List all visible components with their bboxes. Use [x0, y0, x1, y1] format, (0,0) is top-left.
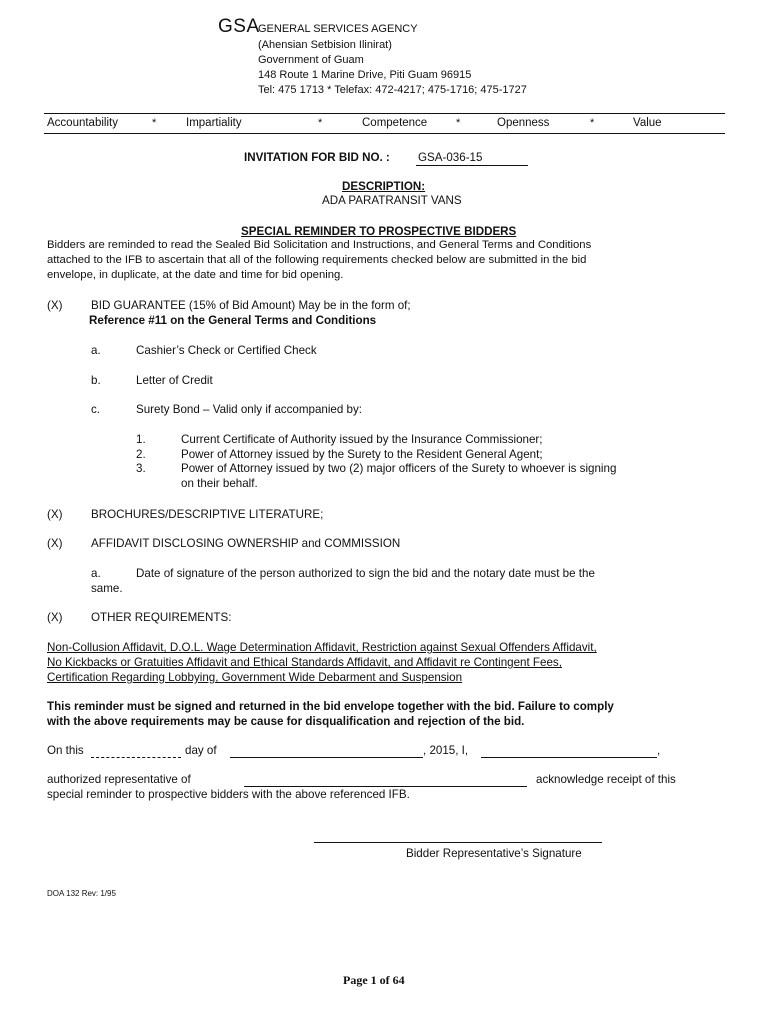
other-requirements-line-2: No Kickbacks or Gratuities Affidavit and Ethical Standards Affidavit, and Affidavit re Contingent Fees, [47, 656, 562, 669]
guarantee-option-a: Cashier’s Check or Certified Check [136, 344, 317, 357]
value-separator: * [318, 117, 323, 129]
description-label: DESCRIPTION: [342, 180, 426, 193]
value-separator: * [456, 117, 461, 129]
guarantee-option-b: Letter of Credit [136, 374, 213, 387]
surety-req-2: Power of Attorney issued by the Surety to the Resident General Agent; [181, 448, 543, 461]
brochures-text: BROCHURES/DESCRIPTIVE LITERATURE; [91, 508, 324, 521]
surety-req-1: Current Certificate of Authority issued by the Insurance Commissioner; [181, 433, 543, 446]
other-requirements-line-1: Non-Collusion Affidavit, D.O.L. Wage Determination Affidavit, Restriction against Sexual Offenders Affidavit, [47, 641, 597, 654]
agency-local-name: (Ahensian Setbision Ilinirat) [258, 39, 392, 51]
affidavit-option-a: Date of signature of the person authorized to sign the bid and the notary date must be the [136, 567, 595, 580]
agency-address: 148 Route 1 Marine Drive, Piti Guam 96915 [258, 69, 472, 81]
guarantee-option-c: Surety Bond – Valid only if accompanied by: [136, 403, 362, 416]
check-mark: (X) [47, 508, 63, 521]
list-key: a. [91, 567, 101, 580]
value-separator: * [590, 117, 595, 129]
list-key: a. [91, 344, 101, 357]
government-name: Government of Guam [258, 54, 364, 66]
check-mark: (X) [47, 611, 63, 624]
name-field[interactable] [481, 745, 657, 758]
bid-number: GSA-036-15 [416, 150, 528, 166]
other-requirements-line-3: Certification Regarding Lobbying, Government Wide Debarment and Suspension [47, 671, 463, 684]
guarantee-text: BID GUARANTEE (15% of Bid Amount) May be in the form of; [91, 299, 411, 312]
acknowledge-line-2: special reminder to prospective bidders with the above referenced IFB. [47, 788, 410, 801]
form-code: DOA 132 Rev: 1/95 [47, 889, 116, 898]
list-key: b. [91, 374, 101, 387]
reminder-intro-1: Bidders are reminded to read the Sealed Bid Solicitation and Instructions, and General Terms and Conditions [47, 239, 592, 251]
agency-name: GENERAL SERVICES AGENCY [258, 23, 418, 35]
month-field[interactable] [230, 745, 423, 758]
reminder-title: SPECIAL REMINDER TO PROSPECTIVE BIDDERS [241, 225, 517, 238]
value-separator: * [152, 117, 157, 129]
value-openness: Openness [497, 117, 550, 129]
affidavit-text: AFFIDAVIT DISCLOSING OWNERSHIP and COMMISSION [91, 537, 401, 550]
bid-label: INVITATION FOR BID NO. : [244, 151, 390, 164]
warning-line-1: This reminder must be signed and returned in the bid envelope together with the bid. Failure to comply [47, 700, 614, 713]
surety-req-3: Power of Attorney issued by two (2) major officers of the Surety to whoever is signing [181, 462, 617, 475]
gsa-logo: GSA [218, 16, 260, 37]
signature-label: Bidder Representative’s Signature [406, 847, 582, 860]
values-rule [44, 133, 725, 134]
page-number: Page 1 of 64 [343, 973, 405, 987]
day-field[interactable] [91, 745, 181, 758]
acknowledge-label: acknowledge receipt of this [536, 773, 676, 786]
value-value: Value [633, 117, 662, 129]
other-requirements-label: OTHER REQUIREMENTS: [91, 611, 232, 624]
guarantee-reference: Reference #11 on the General Terms and Conditions [89, 314, 377, 327]
day-of-label: day of [185, 744, 217, 757]
check-mark: (X) [47, 537, 63, 550]
description-value: ADA PARATRANSIT VANS [322, 194, 462, 207]
company-field[interactable] [244, 774, 527, 787]
surety-req-3-cont: on their behalf. [181, 477, 258, 490]
on-this-label: On this [47, 744, 84, 757]
header-rule [44, 113, 725, 114]
warning-line-2: with the above requirements may be cause for disqualification and rejection of the bid. [47, 715, 525, 728]
list-key: c. [91, 403, 101, 416]
list-key: 3. [136, 462, 146, 475]
affidavit-option-a-cont: same. [91, 582, 123, 595]
list-key: 2. [136, 448, 146, 461]
value-impartiality: Impartiality [186, 117, 242, 129]
name-comma: , [657, 744, 661, 757]
agency-phone: Tel: 475 1713 * Telefax: 472-4217; 475-1716; 475-1727 [258, 84, 527, 96]
value-competence: Competence [362, 117, 428, 129]
value-accountability: Accountability [47, 117, 118, 129]
reminder-intro-2: attached to the IFB to ascertain that all of the following requirements checked below are submitted in the bid [47, 254, 587, 266]
reminder-intro-3: envelope, in duplicate, at the date and time for bid opening. [47, 269, 344, 281]
year-label: , 2015, I, [423, 744, 469, 757]
check-mark: (X) [47, 299, 63, 312]
authorized-label: authorized representative of [47, 773, 191, 786]
signature-field[interactable] [314, 842, 602, 843]
list-key: 1. [136, 433, 146, 446]
